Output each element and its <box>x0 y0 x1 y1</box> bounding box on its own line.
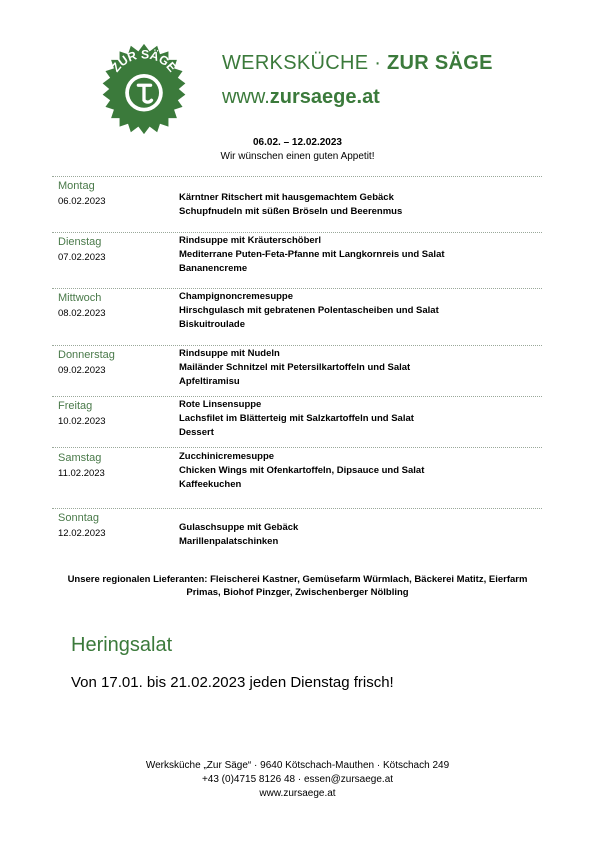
divider <box>52 508 542 509</box>
footer-address: Werksküche „Zur Säge“ · 9640 Kötschach-Mauthen · Kötschach 249 <box>145 760 450 771</box>
day-name: Samstag <box>58 452 102 464</box>
dish-line: Mailänder Schnitzel mit Petersilkartoffeln und Salat <box>179 362 411 373</box>
dish-line: Champignoncremesuppe <box>179 291 294 302</box>
suppliers-note <box>40 573 555 599</box>
dish-line: Bananencreme <box>179 263 248 274</box>
dish-line: Kaffeekuchen <box>179 479 242 490</box>
brand-title <box>222 52 493 75</box>
day-date: 08.02.2023 <box>58 308 106 319</box>
divider <box>52 232 542 233</box>
saw-blade-logo <box>97 42 191 136</box>
suppliers-line: Primas, Biohof Pinzger, Zwischenberger Nölbling <box>186 587 409 598</box>
dish-line: Hirschgulasch mit gebratenen Polentascheiben und Salat <box>179 305 439 316</box>
dish-line: Rindsuppe mit Nudeln <box>179 348 280 359</box>
divider <box>52 176 542 177</box>
footer-contact: +43 (0)4715 8126 48 · essen@zursaege.at <box>201 774 394 785</box>
dish-line: Biskuitroulade <box>179 319 245 330</box>
day-name: Sonntag <box>58 512 99 524</box>
dish-line: Dessert <box>179 427 214 438</box>
hering-text: Von 17.01. bis 21.02.2023 jeden Dienstag frisch! <box>71 674 394 691</box>
week-range: 06.02. – 12.02.2023 <box>253 137 342 148</box>
divider <box>52 396 542 397</box>
day-date: 07.02.2023 <box>58 252 106 263</box>
url-bold: zursaege.at <box>269 86 380 108</box>
dish-line: Gulaschsuppe mit Gebäck <box>179 522 299 533</box>
dish-line: Mediterrane Puten-Feta-Pfanne mit Langkornreis und Salat <box>179 249 445 260</box>
dish-line: Marillenpalatschinken <box>179 536 279 547</box>
day-name: Montag <box>58 180 95 192</box>
logo-text: ZUR SÄGE <box>108 47 180 75</box>
dish-line: Schupfnudeln mit süßen Bröseln und Beerenmus <box>179 206 403 217</box>
day-name: Dienstag <box>58 236 102 248</box>
url-light: www. <box>222 86 270 108</box>
day-date: 11.02.2023 <box>58 468 105 479</box>
day-name: Freitag <box>58 400 93 412</box>
brand-url <box>222 86 380 109</box>
divider <box>52 345 542 346</box>
suppliers-line: Unsere regionalen Lieferanten: Fleischerei Kastner, Gemüsefarm Würmlach, Bäckerei Matitz, Eierfarm <box>67 574 528 585</box>
dish-line: Zucchinicremesuppe <box>179 451 275 462</box>
divider <box>52 288 542 289</box>
day-name: Donnerstag <box>58 349 115 361</box>
dish-line: Rote Linsensuppe <box>179 399 262 410</box>
footer-url: www.zursaege.at <box>259 788 336 799</box>
brand-light: WERKSKÜCHE · <box>222 52 388 74</box>
day-date: 09.02.2023 <box>58 365 106 376</box>
day-name: Mittwoch <box>58 292 102 304</box>
dish-line: Rindsuppe mit Kräuterschöberl <box>179 235 321 246</box>
brand-bold: ZUR SÄGE <box>387 52 493 74</box>
day-date: 12.02.2023 <box>58 528 106 539</box>
day-date: 10.02.2023 <box>58 416 106 427</box>
dish-line: Lachsfilet im Blätterteig mit Salzkartoffeln und Salat <box>179 413 414 424</box>
hering-title: Heringsalat <box>71 634 173 656</box>
dish-line: Kärntner Ritschert mit hausgemachtem Gebäck <box>179 192 394 203</box>
dish-line: Apfeltiramisu <box>179 376 240 387</box>
dish-line: Chicken Wings mit Ofenkartoffeln, Dipsauce und Salat <box>179 465 425 476</box>
day-date: 06.02.2023 <box>58 196 106 207</box>
appetit-text: Wir wünschen einen guten Appetit! <box>220 151 375 162</box>
divider <box>52 447 542 448</box>
